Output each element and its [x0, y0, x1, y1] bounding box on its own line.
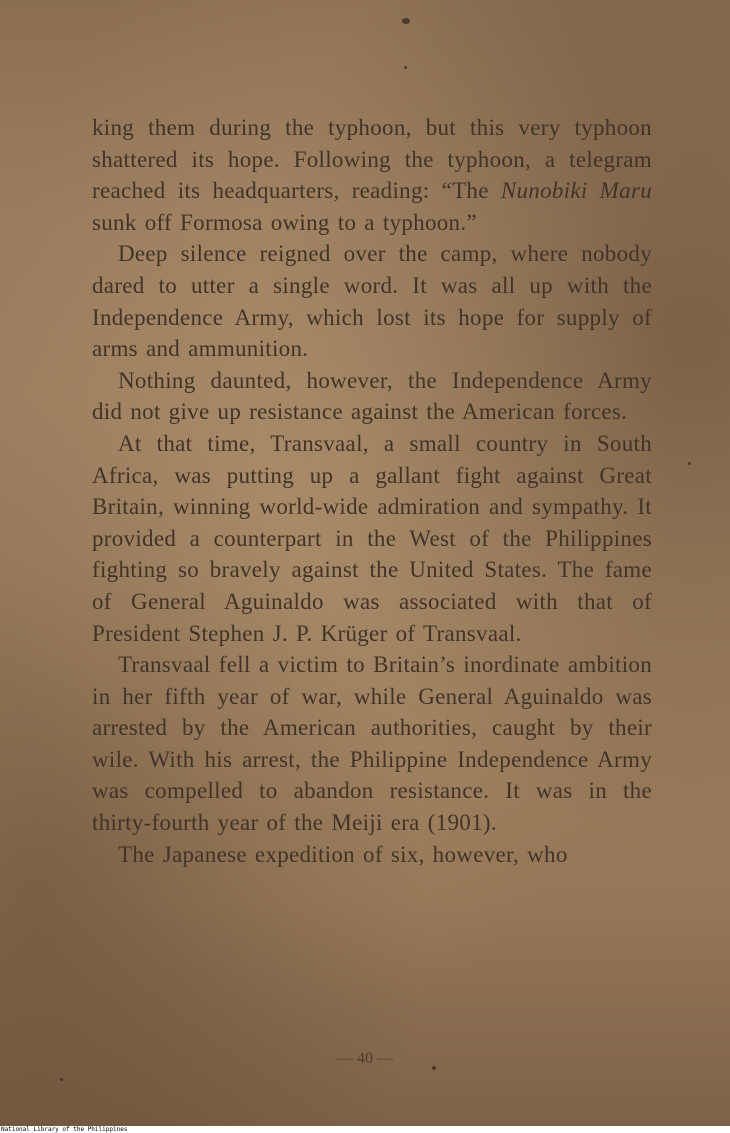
paragraph: Transvaal fell a victim to Britain’s inordinate ambition in her fifth year of war, while General Aguinaldo was arrested by the American authorities, caught by their wile. With his arrest, the Philippine Independence Army was compelled to abandon resistance. It was in the thirty-fourth year of the Meiji era (1901).: [92, 652, 652, 836]
library-credit: National Library of the Philippines: [0, 1126, 730, 1133]
paragraph: Nothing daunted, however, the Independence Army did not give up resistance against the American forces.: [92, 367, 652, 425]
body-text: [92, 112, 652, 870]
ink-speck: [404, 66, 407, 69]
ship-name: Nunobiki Maru: [500, 178, 652, 204]
paragraph: At that time, Transvaal, a small country in South Africa, was putting up a gallant fight against Great Britain, winning world-wide admiration and sympathy. It provided a counterpart in the West of the Philippines fighting so bravely against the United States. The fame of General Aguinaldo was associated with that of President Stephen J. P. Krüger of Transvaal.: [92, 430, 652, 646]
page-number: — 40 —: [337, 1050, 393, 1067]
paragraph: Deep silence reigned over the camp, where nobody dared to utter a single word. It was all up with the Independence Army, which lost its hope for supply of arms and ammunition.: [92, 241, 652, 362]
paragraph: king them during the typhoon, but this very typhoon shattered its hope. Following the typhoon, a telegram reached its headquarters, reading: “The Nunobiki Maru sunk off Formosa owing to a typhoon.”: [92, 115, 652, 235]
ink-speck: [688, 462, 691, 465]
paragraph: The Japanese expedition of six, however, who: [118, 841, 568, 867]
ink-speck: [60, 1078, 63, 1081]
ink-speck: [402, 18, 410, 24]
